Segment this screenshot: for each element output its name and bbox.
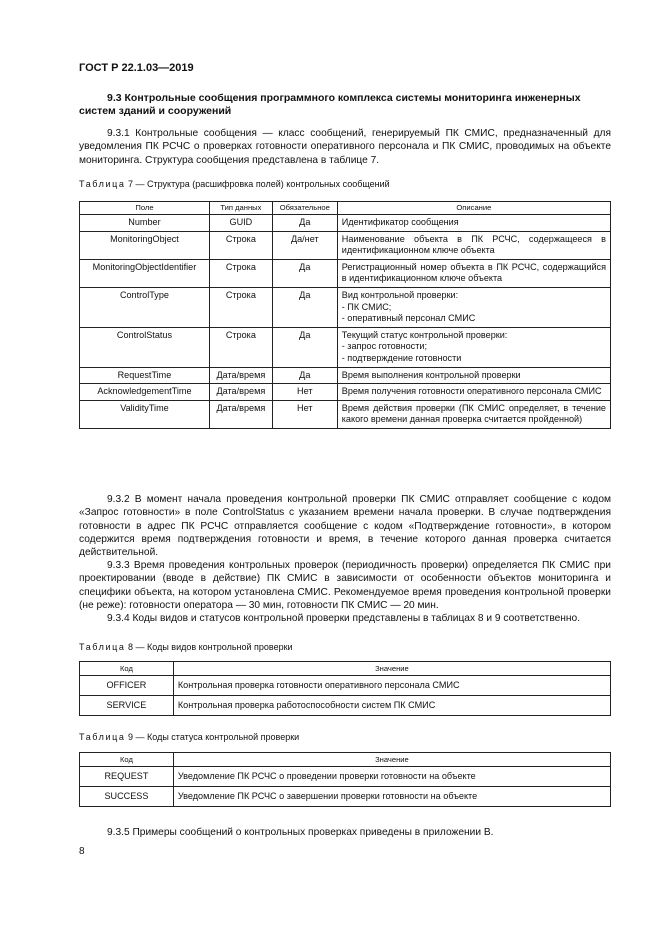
table7-caption [79, 179, 390, 189]
table7-header-0: Поле [80, 202, 210, 215]
table7-cell: Время получения готовности оперативного персонала СМИС [337, 384, 610, 401]
table8-body [80, 676, 611, 716]
table9-cell: REQUEST [80, 767, 174, 787]
table8-header-row [80, 662, 611, 676]
table-row [80, 696, 611, 716]
table7-caption-text: 7 — Структура (расшифровка полей) контрольных сообщений [128, 179, 390, 189]
table8-cell: OFFICER [80, 676, 174, 696]
table7-cell: Нет [272, 384, 337, 401]
paragraph-9-3-5: 9.3.5 Примеры сообщений о контрольных проверках приведены в приложении В. [107, 827, 494, 838]
table7-cell: Дата/время [209, 400, 272, 428]
table7-header-1: Тип данных [209, 202, 272, 215]
table-8 [79, 661, 611, 716]
table7-cell: MonitoringObject [80, 231, 210, 259]
table9-cell: Уведомление ПК РСЧС о завершении проверки готовности на объекте [173, 787, 610, 807]
table7-cell: Регистрационный номер объекта в ПК РСЧС, содержащийся в идентификационном ключе объекта [337, 259, 610, 287]
table7-cell: Текущий статус контрольной проверки: - запрос готовности; - подтверждение готовности [337, 327, 610, 367]
table8-cell: SERVICE [80, 696, 174, 716]
table8-cell: Контрольная проверка работоспособности систем ПК СМИС [173, 696, 610, 716]
table-row [80, 327, 611, 367]
table7-cell: Да [272, 367, 337, 384]
table8-caption [79, 642, 293, 652]
table9-body [80, 767, 611, 807]
table7-cell: Number [80, 215, 210, 232]
table7-body [80, 215, 611, 429]
table7-cell: Да [272, 287, 337, 327]
table7-cell: Нет [272, 400, 337, 428]
table7-cell: ValidityTime [80, 400, 210, 428]
table8-header-0: Код [80, 662, 174, 676]
table7-cell: RequestTime [80, 367, 210, 384]
table7-cell: Строка [209, 287, 272, 327]
table-row [80, 287, 611, 327]
table9-caption-text: 9 — Коды статуса контрольной проверки [128, 732, 300, 742]
table-9 [79, 752, 611, 807]
table7-cell: Строка [209, 259, 272, 287]
table-7 [79, 201, 611, 429]
table7-cell: Да [272, 215, 337, 232]
table9-header-0: Код [80, 753, 174, 767]
table7-header-2: Обязательное [272, 202, 337, 215]
table-row [80, 231, 611, 259]
page-number: 8 [79, 846, 85, 857]
table-row [80, 767, 611, 787]
table-row [80, 787, 611, 807]
table7-cell: ControlType [80, 287, 210, 327]
table7-cell: Время выполнения контрольной проверки [337, 367, 610, 384]
table7-header-row [80, 202, 611, 215]
table-row [80, 676, 611, 696]
table7-cell: MonitoringObjectIdentifier [80, 259, 210, 287]
table8-caption-text: 8 — Коды видов контрольной проверки [128, 642, 293, 652]
table-row [80, 400, 611, 428]
paragraph-9-3-2: 9.3.2 В момент начала проведения контрольной проверки ПК СМИС отправляет сообщение с кодом «Запрос готовности» в поле ControlStatus с указанием времени начала проверки. В случае подтверждения готовности в адрес ПК РСЧС отправляется сообщение с кодом «Подтверждение готовности», в котором содержится время подтверждения готовности и время, в течение которого данная проверка считается действительной. [79, 494, 611, 559]
table8-label: Таблица [79, 642, 126, 652]
table-row [80, 259, 611, 287]
table9-label: Таблица [79, 732, 126, 742]
table7-cell: Строка [209, 231, 272, 259]
table9-caption [79, 732, 299, 742]
table7-cell: Дата/время [209, 384, 272, 401]
table7-cell: Время действия проверки (ПК СМИС определяет, в течение какого времени данная проверка считается пройденной) [337, 400, 610, 428]
table7-cell: ControlStatus [80, 327, 210, 367]
table7-cell: Наименование объекта в ПК РСЧС, содержащееся в идентификационном ключе объекта [337, 231, 610, 259]
table8-cell: Контрольная проверка готовности оперативного персонала СМИС [173, 676, 610, 696]
section-heading: 9.3 Контрольные сообщения программного комплекса системы мониторинга инженерных систем зданий и сооружений [79, 92, 581, 117]
table7-cell: Да [272, 259, 337, 287]
table7-cell: Идентификатор сообщения [337, 215, 610, 232]
paragraph-9-3-4: 9.3.4 Коды видов и статусов контрольной проверки представлены в таблицах 8 и 9 соответственно. [107, 613, 581, 624]
table9-header-1: Значение [173, 753, 610, 767]
table-row [80, 367, 611, 384]
table8-header-1: Значение [173, 662, 610, 676]
table7-cell: Строка [209, 327, 272, 367]
table7-cell: Вид контрольной проверки: - ПК СМИС; - оперативный персонал СМИС [337, 287, 610, 327]
table9-header-row [80, 753, 611, 767]
table9-cell: Уведомление ПК РСЧС о проведении проверки готовности на объекте [173, 767, 610, 787]
table7-label: Таблица [79, 179, 126, 189]
table-row [80, 215, 611, 232]
document-header: ГОСТ Р 22.1.03—2019 [79, 62, 194, 74]
paragraph-9-3-1: 9.3.1 Контрольные сообщения — класс сообщений, генерируемый ПК СМИС, предназначенный для уведомления ПК РСЧС о проверках готовности оперативного персонала и ПК СМИС, проводимых на объекте мониторинга. Структура сообщения представлена в таблице 7. [79, 128, 611, 166]
table7-cell: Да/нет [272, 231, 337, 259]
table7-cell: GUID [209, 215, 272, 232]
table7-cell: Да [272, 327, 337, 367]
table7-cell: AcknowledgementTime [80, 384, 210, 401]
table7-header-3: Описание [337, 202, 610, 215]
paragraph-9-3-3: 9.3.3 Время проведения контрольных проверок (периодичность проверки) определяется ПК СМИС при проектировании (вводе в действие) ПК СМИС в зависимости от особенности объектов мониторинга и специфики объекта, на котором установлена СМИС. Рекомендуемое время проведения контрольной проверки (не реже): готовности оператора — 30 мин, готовности ПК СМИС — 20 мин. [79, 560, 611, 611]
table9-cell: SUCCESS [80, 787, 174, 807]
table-row [80, 384, 611, 401]
table7-cell: Дата/время [209, 367, 272, 384]
